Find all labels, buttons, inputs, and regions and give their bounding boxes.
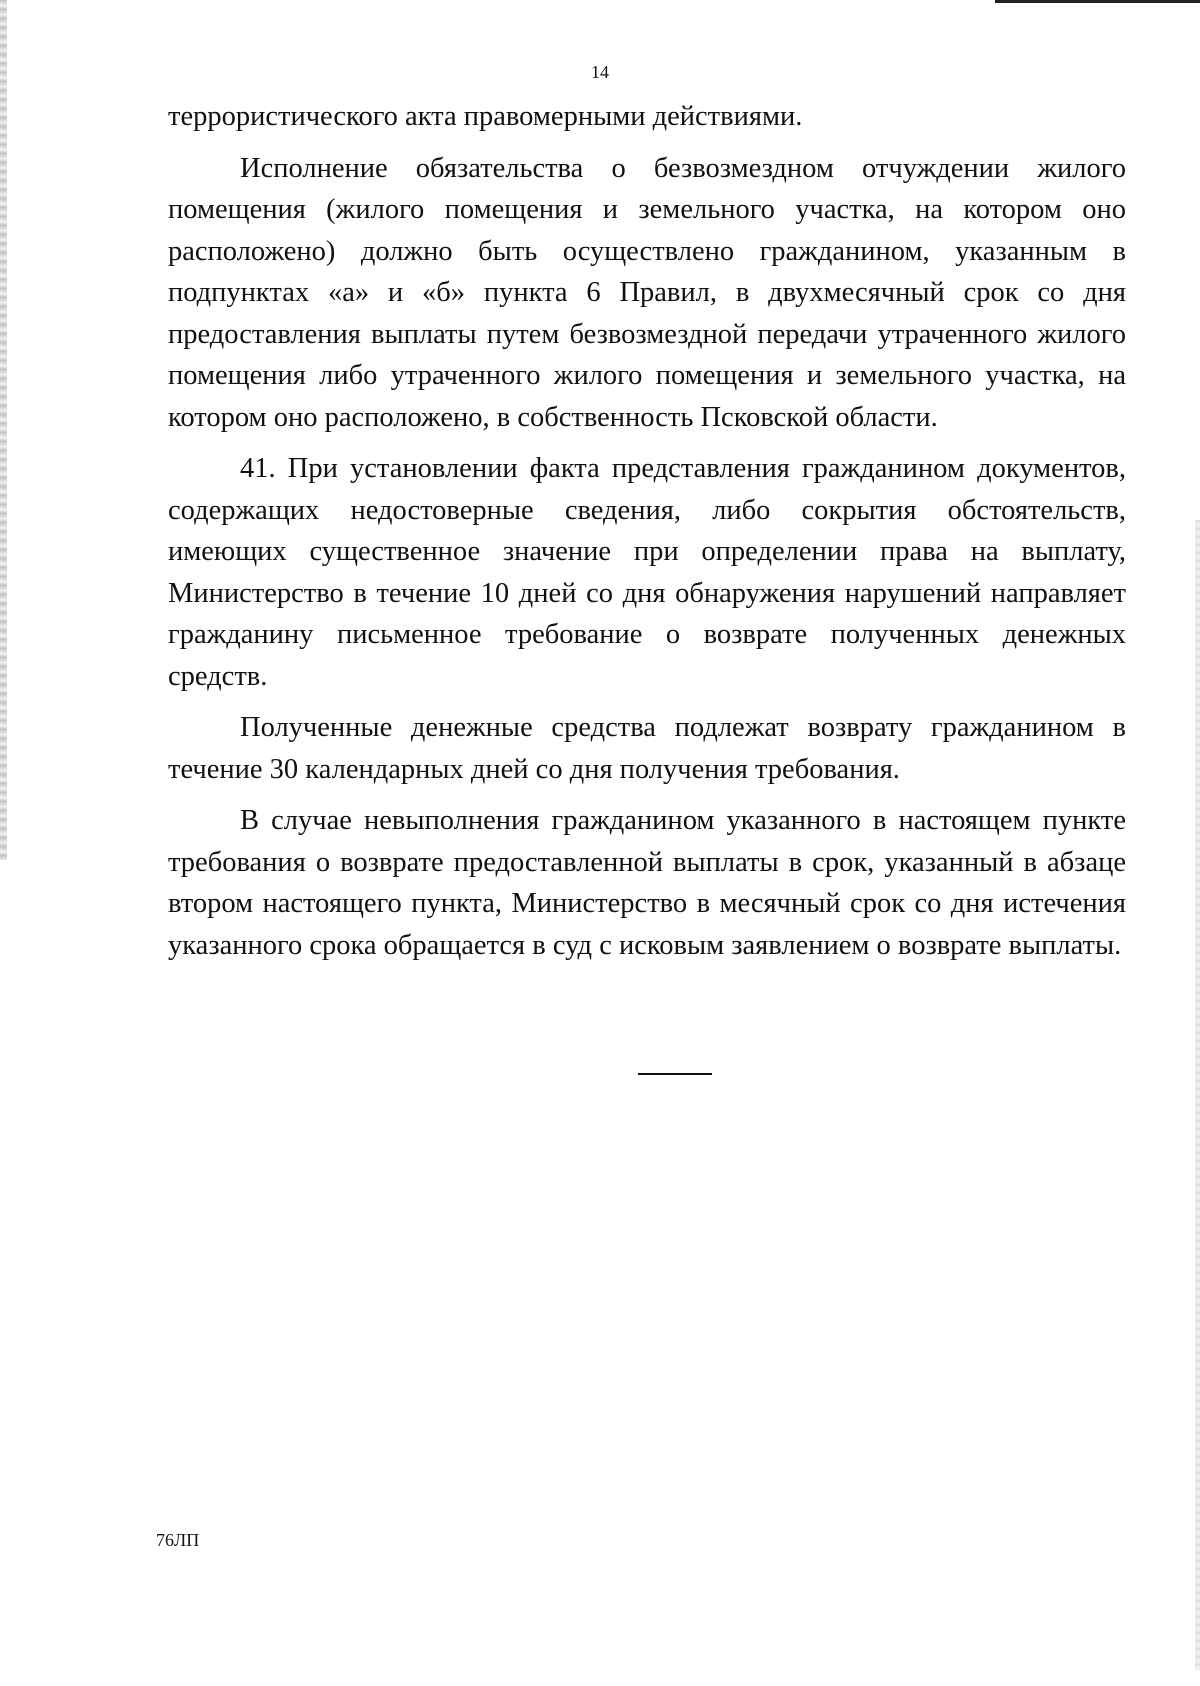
scan-edge-left <box>0 0 7 860</box>
paragraph-obligation: Исполнение обязательства о безвозмездном отчуждении жилого помещения (жилого помещения и земельного участка, на котором оно расположено) должно быть осуществлено гражданином, указанным в подпунктах «а» и «б» пункта 6 Правил, в двухмесячный срок со дня предоставления выплаты путем безвозмездной передачи утраченного жилого помещения либо утраченного жилого помещения и земельного участка, на котором оно расположено, в собственность Псковской области. <box>168 152 1126 433</box>
scan-edge-right <box>1195 520 1200 1670</box>
end-rule <box>638 1073 712 1075</box>
paragraph-continuation: террористического акта правомерными действиями. <box>168 101 803 132</box>
scan-top-line <box>995 0 1200 3</box>
paragraph-refund-period: Полученные денежные средства подлежат возврату гражданином в течение 30 календарных дней со дня получения требования. <box>168 712 1126 785</box>
page-number: 14 <box>591 62 609 82</box>
document-body <box>168 96 1126 966</box>
footer-code: 76ЛП <box>156 1530 200 1550</box>
paragraph-court-claim: В случае невыполнения гражданином указанного в настоящем пункте требования о возврате предоставленной выплаты в срок, указанный в абзаце втором настоящего пункта, Министерство в месячный срок со дня истечения указанного срока обращается в суд с исковым заявлением о возврате выплаты. <box>168 805 1126 961</box>
paragraph-clause-41: 41. При установлении факта представления гражданином документов, содержащих недостоверные сведения, либо сокрытия обстоятельств, имеющих существенное значение при определении права на выплату, Министерство в течение 10 дней со дня обнаружения нарушений направляет гражданину письменное требование о возврате полученных денежных средств. <box>168 453 1126 692</box>
